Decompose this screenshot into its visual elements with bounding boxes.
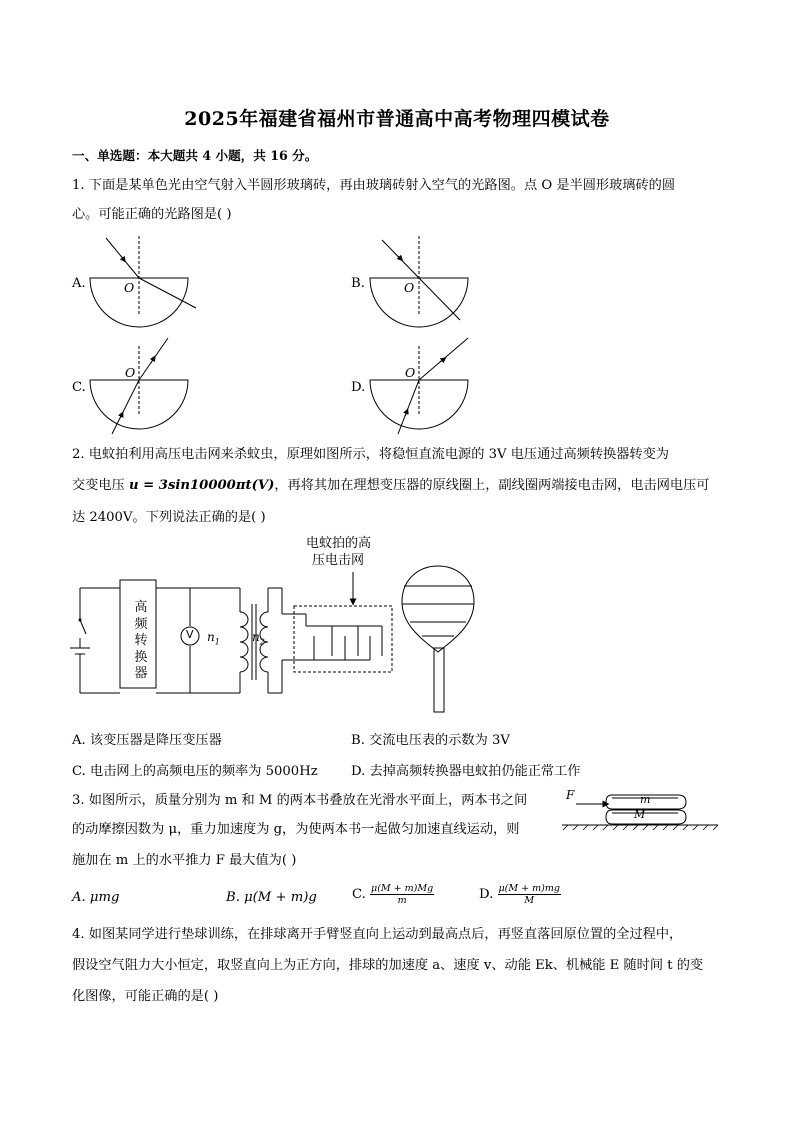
q3-text-line2: 的动摩擦因数为 μ，重力加速度为 g，为使两本书一起做匀加速直线运动，则 — [72, 822, 520, 837]
q2-option-a: A. 该变压器是降压变压器 — [72, 733, 222, 748]
q2-voltage-formula: u = 3sin10000πt(V) — [128, 478, 275, 493]
q3-option-c-label: C. — [352, 887, 366, 902]
q1-figure-c — [88, 336, 218, 436]
q3-fig-M-label: M — [634, 808, 646, 821]
q1-text-line1: 1. 下面是某单色光由空气射入半圆形玻璃砖，再由玻璃砖射入空气的光路图。点 O 是半圆形玻璃砖的圆 — [72, 178, 676, 193]
q3-option-c-numerator: μ(M + m)Mg — [371, 883, 434, 894]
q1-a-center-label: O — [124, 280, 135, 295]
q2-option-d: D. 去掉高频转换器电蚊拍仍能正常工作 — [351, 764, 581, 779]
q2-text-line2 — [72, 478, 710, 494]
q3-option-d-fraction — [498, 883, 561, 906]
q3-option-c-denominator: m — [397, 895, 407, 906]
q3-option-b: B. μ(M + m)g — [226, 890, 317, 905]
q4-text-line3: 化图像，可能正确的是( ) — [72, 989, 219, 1004]
q2-fig-label-line2: 压电击网 — [312, 553, 365, 568]
q1-figure-d — [368, 336, 498, 436]
q1-figure-b — [368, 236, 498, 336]
q1-d-center-label: O — [405, 365, 416, 380]
q2-text-line3: 达 2400V。下列说法正确的是( ) — [72, 510, 266, 525]
q2-n2-sub: 2 — [259, 637, 265, 647]
q2-converter-char: 转 — [134, 633, 148, 648]
q2-line2-pre: 交变电压 — [72, 478, 129, 493]
q2-n1-label — [207, 630, 220, 646]
q2-option-b: B. 交流电压表的示数为 3V — [351, 733, 510, 748]
q2-text-line1: 2. 电蚊拍利用高压电击网来杀蚊虫，原理如图所示，将稳恒直流电源的 3V 电压通过高频转换器转变为 — [72, 447, 669, 462]
q3-option-d-label: D. — [479, 887, 494, 902]
q2-converter-char: 高 — [134, 600, 148, 615]
q2-line2-post: ，再将其加在理想变压器的原线圈上，副线圈两端接电击网，电击网电压可 — [274, 478, 710, 493]
q3-fig-force-label: F — [566, 788, 575, 802]
q2-n1-sub: 1 — [214, 637, 220, 647]
page-title: 2025年福建省福州市普通高中高考物理四模试卷 — [184, 108, 610, 130]
q2-converter-char: 频 — [134, 616, 148, 632]
q3-text-line3: 施加在 m 上的水平推力 F 最大值为( ) — [72, 853, 297, 868]
q3-option-c — [352, 883, 434, 906]
q2-n2-label — [252, 630, 265, 646]
q2-converter-char: 换 — [134, 649, 148, 665]
q2-fig-label-line1: 电蚊拍的高 — [306, 536, 372, 551]
q1-b-center-label: O — [404, 280, 415, 295]
q4-text-line1: 4. 如图某同学进行垫球训练，在排球离开手臂竖直向上运动到最高点后，再竖直落回原位置的全过程中， — [72, 927, 683, 942]
q1-option-c-label: C. — [72, 380, 86, 395]
q1-c-center-label: O — [125, 365, 136, 380]
q2-converter-char: 器 — [134, 666, 148, 681]
q1-option-a-label: A. — [72, 276, 86, 291]
q2-converter-label — [130, 600, 152, 683]
section-heading: 一、单选题：本大题共 4 小题，共 16 分。 — [72, 148, 318, 163]
q3-option-d — [479, 883, 561, 906]
q1-text-line2: 心。可能正确的光路图是( ) — [72, 207, 232, 222]
q1-figure-a — [88, 236, 218, 336]
q2-n1-letter: n — [207, 630, 215, 644]
q3-option-d-denominator: M — [524, 895, 535, 906]
q1-option-d-label: D. — [351, 380, 366, 395]
q3-option-a: A. μmg — [72, 890, 120, 905]
q4-text-line2: 假设空气阻力大小恒定，取竖直向上为正方向，排球的加速度 a、速度 v、动能 Ek、机械能 E 随时间 t 的变 — [72, 958, 704, 973]
q2-option-c: C. 电击网上的高频电压的频率为 5000Hz — [72, 764, 318, 779]
q2-n2-letter: n — [252, 630, 260, 644]
q1-option-b-label: B. — [351, 276, 365, 291]
q3-text-line1: 3. 如图所示，质量分别为 m 和 M 的两本书叠放在光滑水平面上，两本书之间 — [72, 793, 528, 808]
q3-option-c-fraction — [370, 883, 434, 906]
q2-voltmeter-label: V — [186, 628, 194, 641]
q3-option-d-numerator: μ(M + m)mg — [498, 883, 560, 894]
q3-fig-m-label: m — [640, 793, 651, 806]
